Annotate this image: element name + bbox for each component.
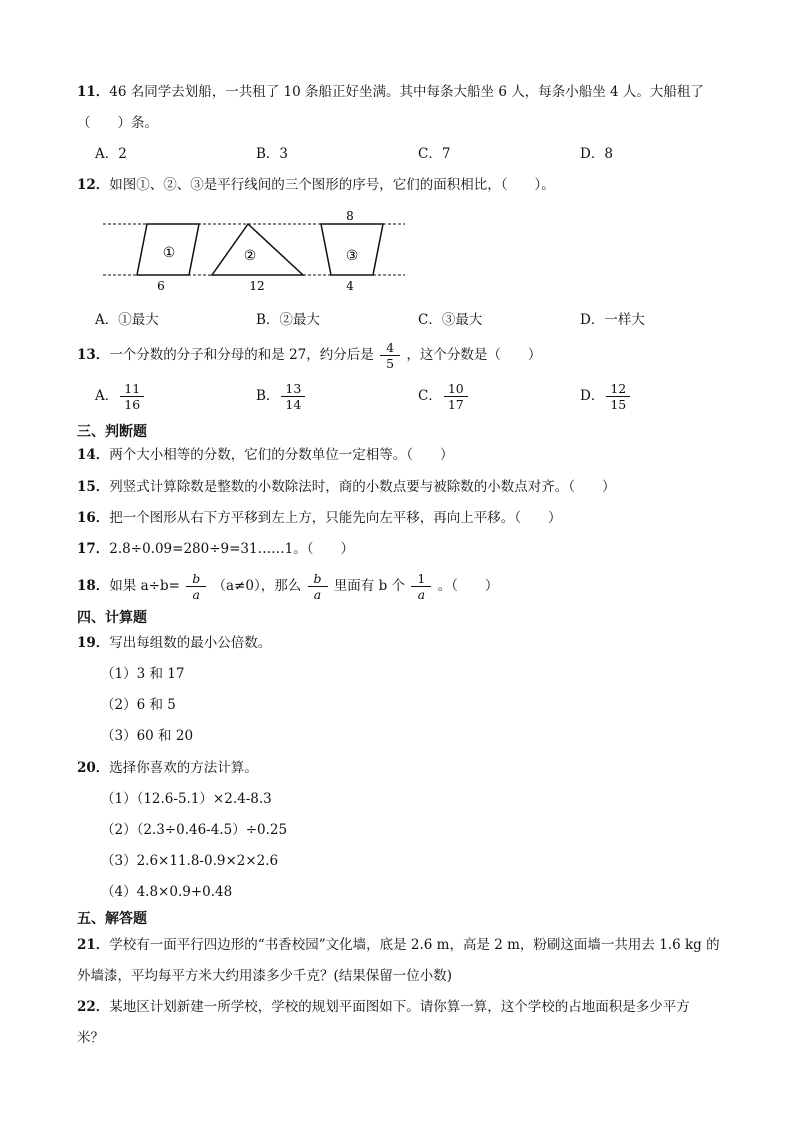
q17-number: 17． bbox=[77, 541, 110, 557]
section-heading-word-problems: 五、解答题 bbox=[77, 911, 147, 927]
fraction-numerator: 12 bbox=[610, 381, 627, 396]
q14-text: 两个大小相等的分数，它们的分数单位一定相等。（ ） bbox=[109, 447, 454, 463]
q13-option-c[interactable] bbox=[418, 378, 470, 414]
q20-number: 20． bbox=[77, 760, 110, 776]
q15-number: 15． bbox=[77, 479, 110, 495]
base-dimension-2: 12 bbox=[249, 279, 265, 293]
q17-text: 2.8÷0.09=280÷9=31……1。（ ） bbox=[109, 541, 354, 557]
q22-number: 22． bbox=[77, 999, 110, 1015]
fraction-numerator: 13 bbox=[285, 381, 302, 396]
q19-item-3: （3）60 和 20 bbox=[101, 728, 194, 744]
q12-option-d[interactable]: D．一样大 bbox=[580, 312, 645, 328]
figure-label-3: ③ bbox=[345, 248, 359, 264]
figure-label-1: ① bbox=[162, 245, 176, 261]
fraction-denominator: 17 bbox=[447, 397, 464, 412]
q22-line2: 米？ bbox=[77, 1030, 104, 1046]
fraction-numerator: b bbox=[313, 571, 322, 586]
q20-item-1: （1）（12.6-5.1）×2.4-8.3 bbox=[101, 791, 272, 807]
q21-line1 bbox=[77, 935, 720, 955]
q12-option-b[interactable]: B．②最大 bbox=[256, 312, 320, 328]
q20-item-2: （2）（2.3÷0.46-4.5）÷0.25 bbox=[101, 822, 288, 838]
fraction-denominator: 5 bbox=[386, 356, 395, 371]
q12-line bbox=[77, 175, 555, 195]
q11-text: 46 名同学去划船，一共租了 10 条船正好坐满。其中每条大船坐 6 人，每条小船坐 4 人。大船租了 bbox=[109, 84, 704, 100]
q21-line2: 外墙漆，平均每平方米大约用漆多少千克？(结果保留一位小数) bbox=[77, 968, 453, 984]
fraction-denominator: 14 bbox=[285, 397, 302, 412]
q16-line bbox=[77, 508, 562, 528]
option-letter: B． bbox=[256, 388, 280, 404]
q11-option-b[interactable]: B．3 bbox=[256, 146, 289, 162]
option-letter: A． bbox=[95, 388, 119, 404]
fraction-denominator: a bbox=[192, 587, 200, 602]
q13-text-before: 一个分数的分子和分母的和是 27，约分后是 bbox=[109, 347, 374, 363]
q18-text-2: （a≠0），那么 bbox=[212, 578, 302, 594]
q21-number: 21． bbox=[77, 937, 110, 953]
q16-number: 16． bbox=[77, 510, 110, 526]
q22-line1 bbox=[77, 997, 690, 1017]
top-dimension: 8 bbox=[346, 209, 354, 223]
q15-text: 列竖式计算除数是整数的小数除法时，商的小数点要与被除数的小数点对齐。（ ） bbox=[109, 479, 616, 495]
q19-line bbox=[77, 633, 271, 653]
fraction-numerator: 11 bbox=[124, 381, 141, 396]
q11-option-a[interactable]: A．2 bbox=[95, 146, 127, 162]
q22-text-1: 某地区计划新建一所学校，学校的规划平面图如下。请你算一算，这个学校的占地面积是多少平方 bbox=[109, 999, 690, 1015]
option-letter: D． bbox=[580, 388, 605, 404]
fraction-numerator: 1 bbox=[417, 571, 426, 586]
q19-number: 19． bbox=[77, 635, 110, 651]
q12-option-a[interactable]: A．①最大 bbox=[95, 312, 159, 328]
q12-number: 12． bbox=[77, 177, 110, 193]
fraction-denominator: 16 bbox=[124, 397, 141, 412]
q20-text: 选择你喜欢的方法计算。 bbox=[109, 760, 258, 776]
q15-line bbox=[77, 477, 616, 497]
q18-fraction-1 bbox=[188, 571, 204, 602]
q13-text-after: ，这个分数是（ ） bbox=[406, 347, 542, 363]
q13-option-b[interactable] bbox=[256, 378, 307, 414]
q18-fraction-3 bbox=[413, 571, 429, 602]
q18-text-3: 里面有 b 个 bbox=[333, 578, 406, 594]
option-letter: C． bbox=[418, 388, 442, 404]
q14-line bbox=[77, 445, 454, 465]
q12-text: 如图①、②、③是平行线间的三个图形的序号，它们的面积相比，（ ）。 bbox=[109, 177, 555, 193]
base-dimension-1: 6 bbox=[157, 279, 165, 293]
q19-item-2: （2）6 和 5 bbox=[101, 697, 176, 713]
q13-line bbox=[77, 337, 541, 373]
q21-text-1: 学校有一面平行四边形的“书香校园”文化墙，底是 2.6 m，高是 2 m，粉刷这面墙一共用去 1.6 kg 的 bbox=[109, 937, 720, 953]
q13-option-d[interactable] bbox=[580, 378, 632, 414]
figure-label-2: ② bbox=[243, 248, 257, 264]
q19-text: 写出每组数的最小公倍数。 bbox=[109, 635, 272, 651]
q11-line2: （ ）条。 bbox=[77, 115, 158, 131]
q14-number: 14． bbox=[77, 447, 110, 463]
fraction-denominator: a bbox=[313, 587, 322, 602]
q18-line bbox=[77, 566, 498, 606]
q12-figure bbox=[95, 205, 415, 297]
q18-text-1: 如果 a÷b= bbox=[109, 578, 180, 594]
fraction-denominator: a bbox=[417, 587, 426, 602]
q18-text-4: 。（ ） bbox=[437, 578, 499, 594]
triangle-shape bbox=[212, 224, 303, 275]
fraction-numerator: b bbox=[192, 571, 201, 586]
q13-fraction bbox=[382, 340, 398, 371]
q17-line bbox=[77, 539, 354, 559]
q11-option-d[interactable]: D．8 bbox=[580, 146, 613, 162]
q11-number: 11． bbox=[77, 84, 110, 100]
q12-option-c[interactable]: C．③最大 bbox=[418, 312, 483, 328]
q16-text: 把一个图形从右下方平移到左上方，只能先向左平移，再向上平移。（ ） bbox=[109, 510, 562, 526]
q20-item-3: （3）2.6×11.8-0.9×2×2.6 bbox=[101, 853, 279, 869]
section-heading-calculation: 四、计算题 bbox=[77, 610, 147, 626]
q11-line1 bbox=[77, 82, 704, 102]
q20-item-4: （4）4.8×0.9+0.48 bbox=[101, 884, 233, 900]
fraction-numerator: 10 bbox=[447, 381, 464, 396]
base-dimension-3: 4 bbox=[346, 279, 354, 293]
q13-number: 13． bbox=[77, 347, 110, 363]
q11-option-c[interactable]: C．7 bbox=[418, 146, 451, 162]
q13-option-a[interactable] bbox=[95, 378, 146, 414]
fraction-numerator: 4 bbox=[386, 340, 395, 355]
q19-item-1: （1）3 和 17 bbox=[101, 666, 185, 682]
fraction-denominator: 15 bbox=[610, 397, 627, 412]
q18-number: 18． bbox=[77, 578, 110, 594]
section-heading-judgement: 三、判断题 bbox=[77, 424, 147, 440]
q20-line bbox=[77, 758, 258, 778]
q18-fraction-2 bbox=[310, 571, 326, 602]
